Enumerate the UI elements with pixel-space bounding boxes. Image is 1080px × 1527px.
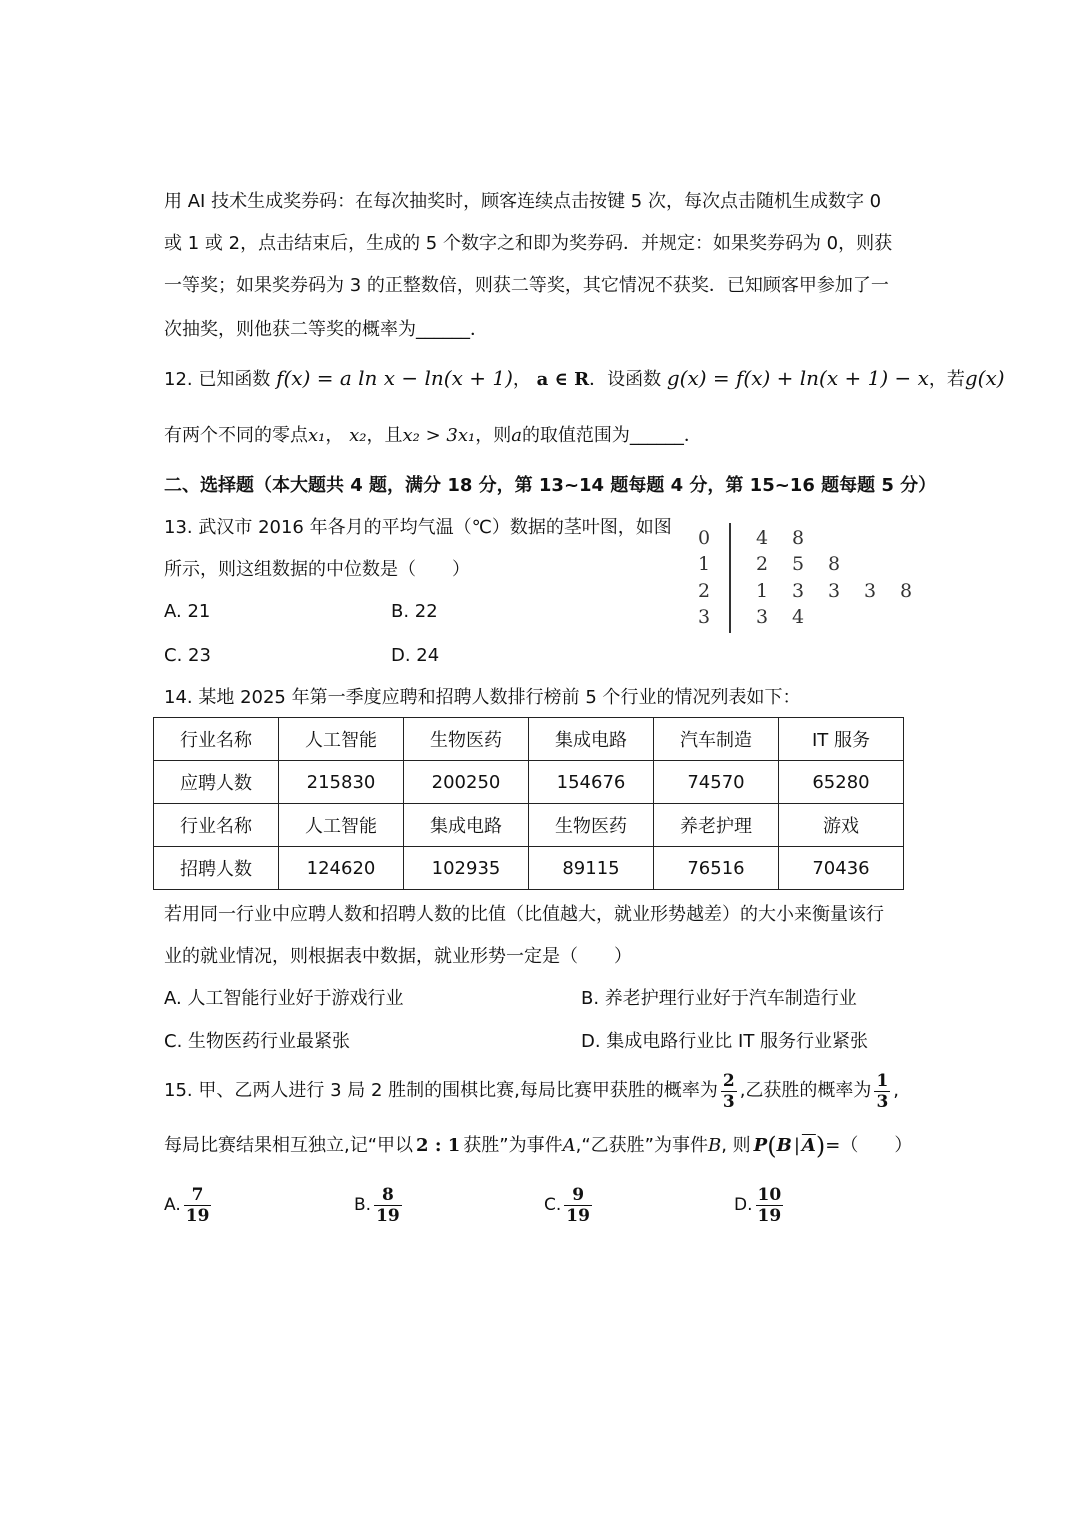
q15-line-2: 每局比赛结果相互独立,记“甲以 2 : 1 获胜”为事件 A ,“乙获胜”为事件 B , 则 P ( B | $\overline{A}$ ) =（ ） xyxy=(164,1132,913,1160)
table-cell: 生物医药 xyxy=(404,718,529,761)
p12-line-2: 有两个不同的零点x₁， x₂，且x₂ > 3x₁，则a的取值范围为______． xyxy=(164,425,702,446)
q13-line-2: 所示，则这组数据的中位数是（ ） xyxy=(164,559,470,580)
table-cell: 74570 xyxy=(654,761,779,804)
f-definition: f(x) = a ln x − ln(x + 1) xyxy=(276,366,513,390)
table-cell: 70436 xyxy=(779,847,904,890)
table-cell: 行业名称 xyxy=(154,804,279,847)
p11-line-4: 次抽奖，则他获二等奖的概率为______． xyxy=(164,319,488,340)
q14-option-d: D. 集成电路行业比 IT 服务行业紧张 xyxy=(581,1031,869,1052)
section-heading: 二、选择题（本大题共 4 题，满分 18 分，第 13~14 题每题 4 分，第 15~16 题每题 5 分） xyxy=(164,475,937,496)
fraction: $\frac{2}{3}$ xyxy=(722,1070,735,1112)
stem-leaf-plot: 0 4 8 1 2 5 8 2 1 3 3 3 8 3 3 4 xyxy=(690,525,920,637)
q15-option-c: C. $\frac{9}{19}$ xyxy=(544,1184,590,1226)
table-cell: 应聘人数 xyxy=(154,761,279,804)
table-cell: 76516 xyxy=(654,847,779,890)
p11-line-3: 一等奖；如果奖券码为 3 的正整数倍，则获二等奖，其它情况不获奖．已知顾客甲参加了一 xyxy=(164,275,889,296)
fraction: $\frac{1}{3}$ xyxy=(876,1070,889,1112)
q15-line-1: 15. 甲、乙两人进行 3 局 2 胜制的围棋比赛,每局比赛甲获胜的概率为 $\frac{2}{3}$ ,乙获胜的概率为 $\frac{1}{3}$ , xyxy=(164,1070,900,1112)
table-row xyxy=(154,804,904,847)
q14-line-2: 业的就业情况，则根据表中数据，就业形势一定是（ ） xyxy=(164,946,632,967)
q14-option-b: B. 养老护理行业好于汽车制造行业 xyxy=(581,988,857,1009)
table-cell: 招聘人数 xyxy=(154,847,279,890)
industry-table xyxy=(153,717,904,890)
table-row xyxy=(154,847,904,890)
q15-option-b: B. $\frac{8}{19}$ xyxy=(354,1184,400,1226)
table-cell: IT 服务 xyxy=(779,718,904,761)
table-row xyxy=(154,761,904,804)
table-cell: 游戏 xyxy=(779,804,904,847)
table-cell: 124620 xyxy=(279,847,404,890)
q13-option-d: D. 24 xyxy=(391,645,440,666)
table-cell: 汽车制造 xyxy=(654,718,779,761)
q14-line-1: 若用同一行业中应聘人数和招聘人数的比值（比值越大，就业形势越差）的大小来衡量该行 xyxy=(164,904,884,925)
q13-option-b: B. 22 xyxy=(391,601,438,622)
table-cell: 人工智能 xyxy=(279,804,404,847)
q13-line-1: 13. 武汉市 2016 年各月的平均气温（℃）数据的茎叶图，如图 xyxy=(164,517,672,538)
q14-option-a: A. 人工智能行业好于游戏行业 xyxy=(164,988,404,1009)
table-cell: 215830 xyxy=(279,761,404,804)
a-domain: a ∈ R xyxy=(536,369,590,390)
table-cell: 养老护理 xyxy=(654,804,779,847)
table-cell: 生物医药 xyxy=(529,804,654,847)
q15-option-d: D. $\frac{10}{19}$ xyxy=(734,1184,782,1226)
p12-line-1: 12. 已知函数 f(x) = a ln x − ln(x + 1)， a ∈ R．设函数 g(x) = f(x) + ln(x + 1) − x，若g(x) xyxy=(164,366,1005,390)
table-cell: 集成电路 xyxy=(404,804,529,847)
p11-line-2: 或 1 或 2，点击结束后，生成的 5 个数字之和即为奖券码．并规定：如果奖券码为 0，则获 xyxy=(164,233,893,254)
g-definition: g(x) = f(x) + ln(x + 1) − x xyxy=(666,366,929,390)
table-cell: 102935 xyxy=(404,847,529,890)
table-cell: 集成电路 xyxy=(529,718,654,761)
table-row xyxy=(154,718,904,761)
table-cell: 200250 xyxy=(404,761,529,804)
q13-option-c: C. 23 xyxy=(164,645,211,666)
p11-line-1: 用 AI 技术生成奖券码：在每次抽奖时，顾客连续点击按键 5 次，每次点击随机生成数字 0 xyxy=(164,191,882,212)
stem-divider xyxy=(729,523,731,633)
table-cell: 人工智能 xyxy=(279,718,404,761)
table-cell: 行业名称 xyxy=(154,718,279,761)
table-cell: 65280 xyxy=(779,761,904,804)
q14-intro: 14. 某地 2025 年第一季度应聘和招聘人数排行榜前 5 个行业的情况列表如下： xyxy=(164,687,801,708)
table-cell: 154676 xyxy=(529,761,654,804)
q13-option-a: A. 21 xyxy=(164,601,211,622)
q15-option-a: A. $\frac{7}{19}$ xyxy=(164,1184,210,1226)
table-cell: 89115 xyxy=(529,847,654,890)
q14-option-c: C. 生物医药行业最紧张 xyxy=(164,1031,351,1052)
